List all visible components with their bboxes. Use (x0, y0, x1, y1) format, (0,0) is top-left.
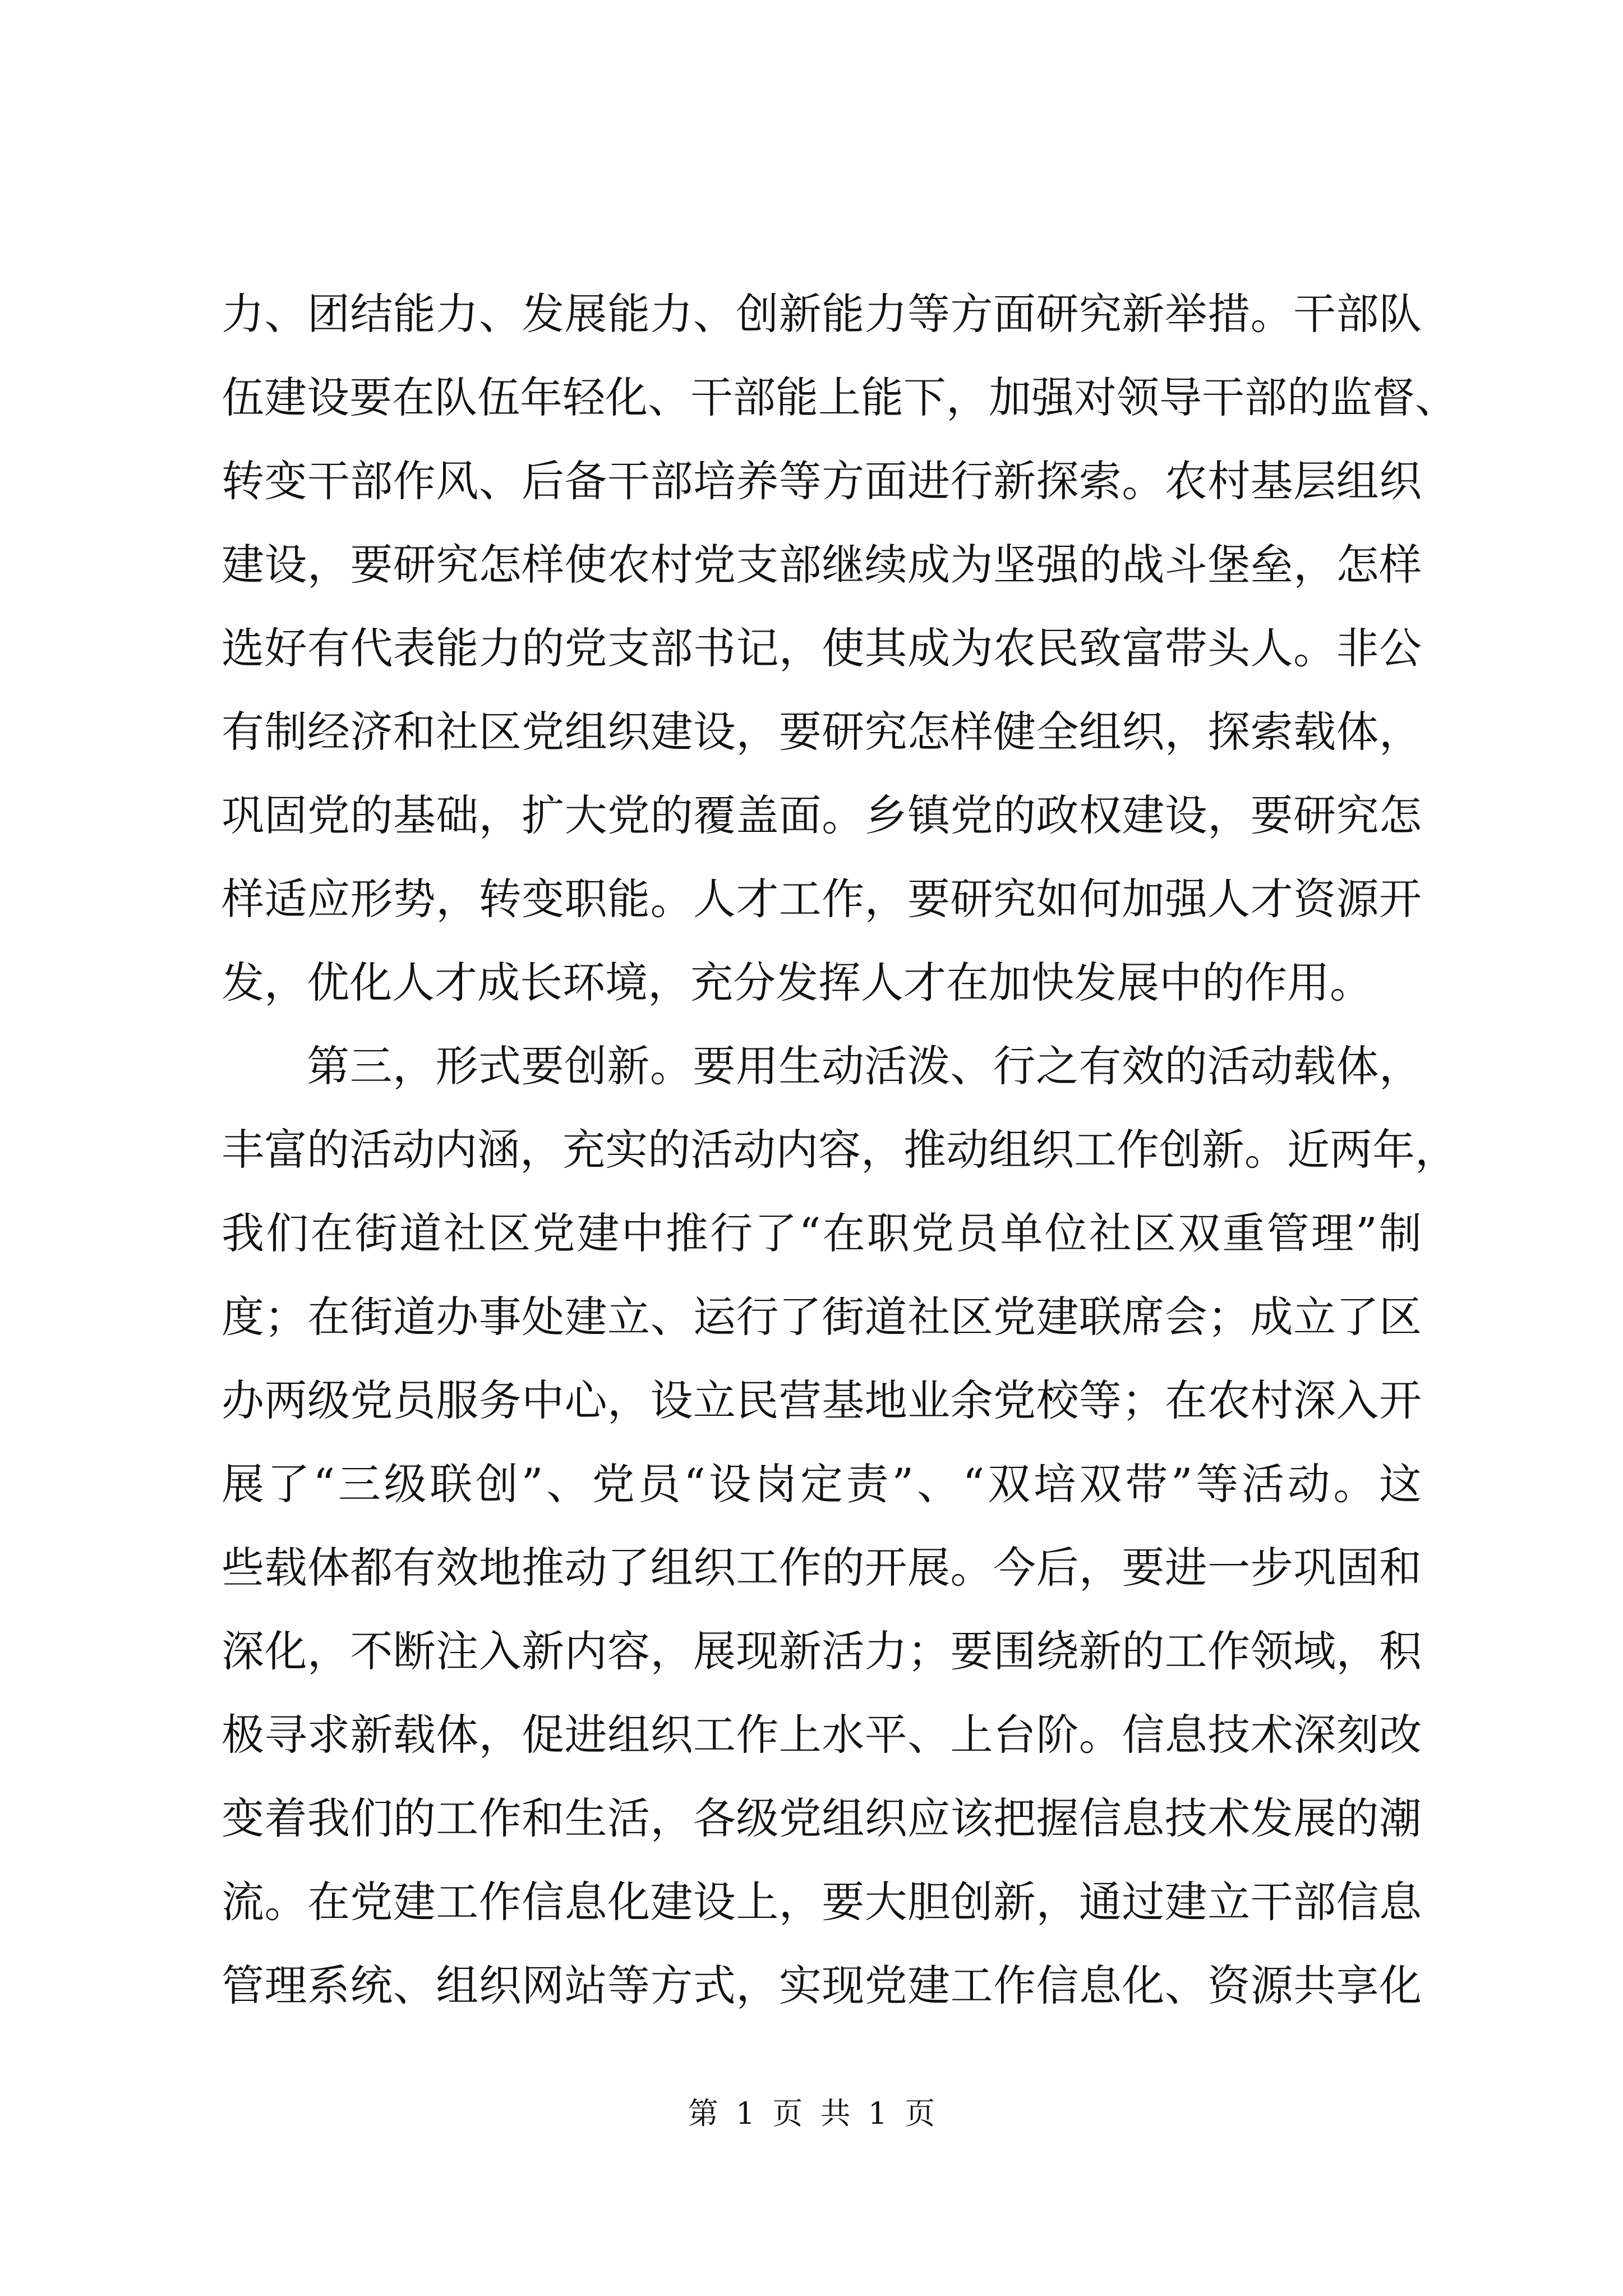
text-line: 展了“三级联创”、党员“设岗定责”、“双培双带”等活动。这 (222, 1459, 1422, 1509)
paragraph-1 (222, 272, 1458, 1024)
text-line: 力、团结能力、发展能力、创新能力等方面研究新举措。干部队 (222, 289, 1422, 339)
paragraph-2 (222, 1024, 1458, 2027)
text-line: 我们在街道社区党建中推行了“在职党员单位社区双重管理”制 (222, 1208, 1422, 1258)
text-line: 选好有代表能力的党支部书记，使其成为农民致富带头人。非公 (222, 623, 1422, 673)
text-line: 伍建设要在队伍年轻化、干部能上能下，加强对领导干部的监督、 (222, 372, 1458, 422)
text-line: 深化，不断注入新内容，展现新活力；要围绕新的工作领域，积 (222, 1626, 1422, 1676)
text-line: 流。在党建工作信息化建设上，要大胆创新，通过建立干部信息 (222, 1877, 1422, 1927)
text-line: 有制经济和社区党组织建设，要研究怎样健全组织，探索载体， (222, 707, 1422, 757)
text-line: 第三，形式要创新。要用生动活泼、行之有效的活动载体， (307, 1041, 1422, 1091)
text-line: 建设，要研究怎样使农村党支部继续成为坚强的战斗堡垒，怎样 (222, 540, 1422, 590)
text-line: 巩固党的基础，扩大党的覆盖面。乡镇党的政权建设，要研究怎 (222, 790, 1422, 840)
text-line: 转变干部作风、后备干部培养等方面进行新探索。农村基层组织 (222, 456, 1422, 506)
text-line: 变着我们的工作和生活，各级党组织应该把握信息技术发展的潮 (222, 1793, 1422, 1843)
text-line: 丰富的活动内涵，充实的活动内容，推动组织工作创新。近两年， (222, 1125, 1458, 1175)
text-line: 极寻求新载体，促进组织工作上水平、上台阶。信息技术深刻改 (222, 1710, 1422, 1760)
text-line: 发，优化人才成长环境，充分发挥人才在加快发展中的作用。 (222, 958, 1372, 1007)
text-line: 样适应形势，转变职能。人才工作，要研究如何加强人才资源开 (222, 874, 1422, 924)
text-line: 管理系统、组织网站等方式，实现党建工作信息化、资源共享化 (222, 1961, 1422, 2010)
text-line: 办两级党员服务中心，设立民营基地业余党校等；在农村深入开 (222, 1375, 1422, 1425)
text-line: 些载体都有效地推动了组织工作的开展。今后，要进一步巩固和 (222, 1543, 1422, 1593)
text-line: 度；在街道办事处建立、运行了街道社区党建联席会；成立了区 (222, 1292, 1422, 1342)
page-number-footer: 第 1 页 共 1 页 (688, 2096, 935, 2131)
document-body (222, 272, 1458, 2027)
